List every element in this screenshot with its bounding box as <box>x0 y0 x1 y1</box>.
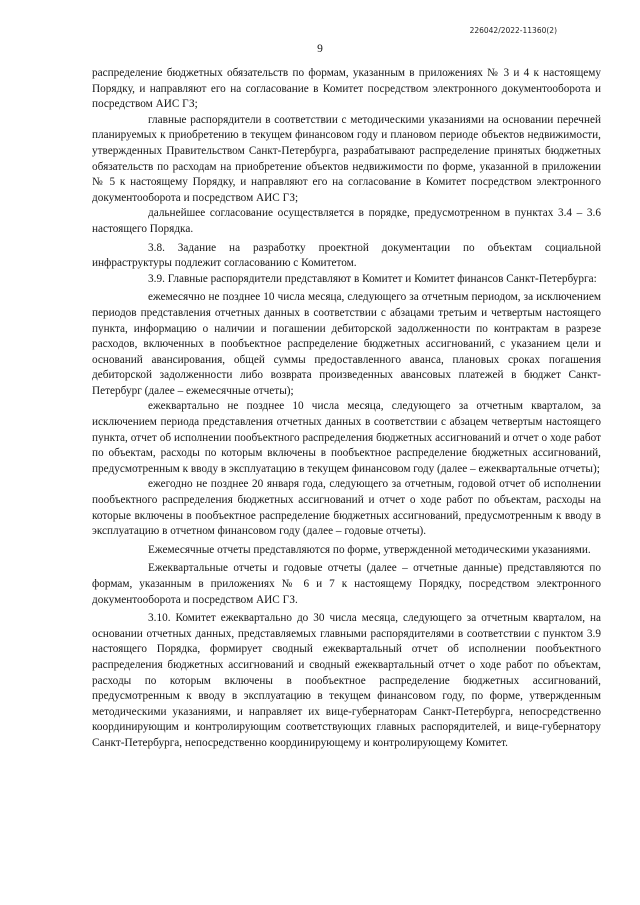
paragraph: 3.8. Задание на разработку проектной документации по объектам социальной инфраструктуры подлежит согласованию с Комитетом. <box>92 241 601 270</box>
paragraph: распределение бюджетных обязательств по формам, указанным в приложениях № 3 и 4 к настоящему Порядку, и направляют его на согласование в Комитет посредством электронного документооборота и посредством АИС ГЗ; <box>92 67 601 111</box>
paragraph: 3.10. Комитет ежеквартально до 30 числа месяца, следующего за отчетным кварталом, на основании отчетных данных, представляемых главными распорядителями в соответствии с пунктом 3.9 настоящего Порядка, формирует сводный ежеквартальный отчет об исполнении пообъектного распределения бюджетных ассигнований и сводный ежеквартальный отчет о ходе работ по объектам, расходы по которым включены в пообъектное распределение бюджетных ассигнований, предусмотренным к вводу в эксплуатацию в текущем финансовом году, по форме, утвержденным методическими указаниями, и направляет их вице-губернаторам Санкт-Петербурга, непосредственно координирующим и контролирующим соответствующих главных распорядителей, и вице-губернатору Санкт-Петербурга, непосредственно координирующему и контролирующему Комитет. <box>92 612 601 749</box>
paragraph: Ежеквартальные отчеты и годовые отчеты (далее – отчетные данные) представляются по формам, указанным в приложениях № 6 и 7 к настоящему Порядку, посредством электронного документооборота и посредством АИС ГЗ. <box>92 562 601 606</box>
paragraph: Ежемесячные отчеты представляются по форме, утвержденной методическими указаниями. <box>148 543 591 556</box>
page-number: 9 <box>317 43 323 55</box>
paragraph: ежеквартально не позднее 10 числа месяца, следующего за отчетным кварталом, за исключением периода представления отчетных данных в соответствии с абзацем четвертым настоящего пункта, отчет об исполнении пообъектного распределения бюджетных ассигнований и отчет о ходе работ по объектам, расходы по которым включены в пообъектное распределение бюджетных ассигнований, предусмотренным к вводу в эксплуатацию в текущем финансовом году (далее – ежеквартальные отчеты); <box>92 400 601 475</box>
paragraph: 3.9. Главные распорядители представляют в Комитет и Комитет финансов Санкт-Петербурга: <box>148 272 597 285</box>
paragraph: ежегодно не позднее 20 января года, следующего за отчетным, годовой отчет об исполнении пообъектного распределения бюджетных ассигнований и отчет о ходе работ по объектам, расходы на которые включены в пообъектное распределение бюджетных ассигнований, предусмотренным к вводу в эксплуатацию в отчетном финансовом году (далее – годовые отчеты). <box>92 478 601 538</box>
paragraph: ежемесячно не позднее 10 числа месяца, следующего за отчетным периодом, за исключением периодов представления отчетных данных в соответствии с абзацами третьим и четвертым настоящего пункта, информацию о наличии и погашении дебиторской задолженности по контрактам в разрезе расходов, включенных в пообъектное распределение бюджетных ассигнований, с указанием цели и оснований авансирования, общей суммы предоставленного аванса, плановых сроках погашения дебиторской задолженности либо возврата произведенных авансовых платежей в бюджет Санкт-Петербург (далее – ежемесячные отчеты); <box>92 291 601 397</box>
document-id: 226042/2022-11360(2) <box>469 26 557 35</box>
document-body <box>92 66 601 752</box>
paragraph: главные распорядители в соответствии с методическими указаниями на основании перечней планируемых к приобретению в текущем финансовом году и плановом периоде объектов недвижимости, утвержденных Правительством Санкт-Петербурга, разрабатывают распределение принятых бюджетных обязательств по расходам на приобретение объектов недвижимости по форме, указанной в приложении № 5 к настоящему Порядку, и направляют его на согласование в Комитет посредством электронного документооборота и посредством АИС ГЗ; <box>92 113 601 204</box>
paragraph: дальнейшее согласование осуществляется в порядке, предусмотренном в пунктах 3.4 – 3.6 настоящего Порядка. <box>92 207 601 235</box>
